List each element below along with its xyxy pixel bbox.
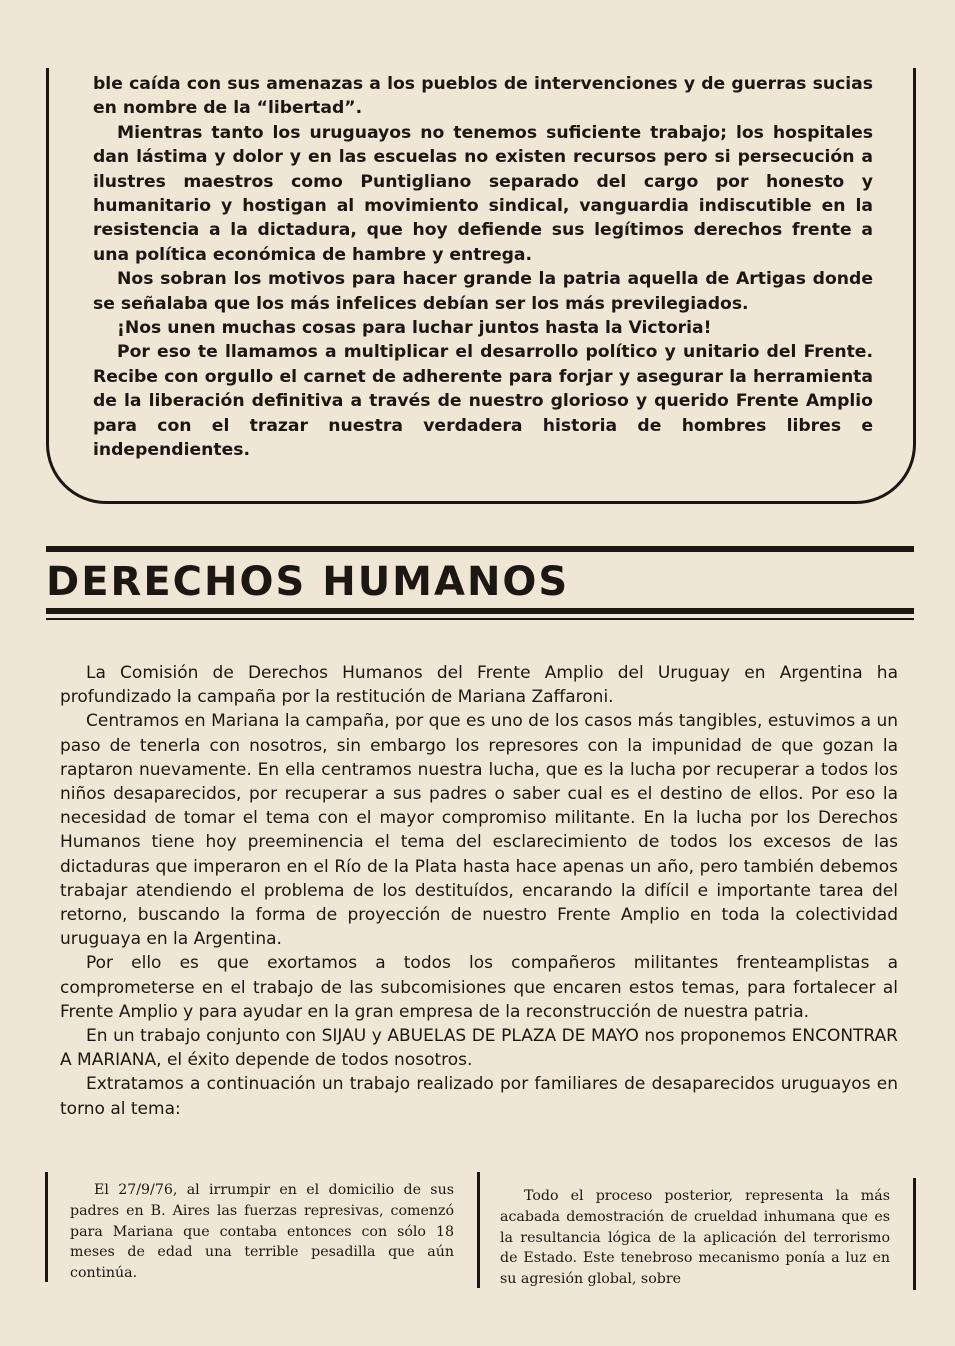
main-paragraph-2: Centramos en Mariana la campaña, por que es uno de los casos más tangibles, estuvimos a un paso de tenerla con nosotros, sin embargo los represores con la impunidad de que gozan la raptaron nuevamente. En ella centramos nuestra lucha, que es la lucha por recuperar a todos los niños desaparecidos, por recuperar a sus padres o saber cual es el destino de ellos. Por eso la necesidad de tomar el tema con el mayor compromiso militante. En la lucha por los Derechos Humanos tiene hoy preeminencia el tema del esclarecimiento de todos los excesos de las dictaduras que imperaron en el Río de la Plata hasta hace apenas un año, pero también debemos trabajar atendiendo el problema de los destituídos, encarando la difícil e importante tarea del retorno, buscando la forma de proyección de nuestro Frente Amplio en toda la colectividad uruguaya en la Argentina.: [60, 711, 898, 950]
main-paragraph-4: En un trabajo conjunto con SIJAU y ABUELAS DE PLAZA DE MAYO nos proponemos ENCONTRAR A MARIANA, el éxito depende de todos nosotros.: [60, 1026, 898, 1071]
box-text: [93, 72, 873, 463]
main-paragraph-1: La Comisión de Derechos Humanos del Frente Amplio del Uruguay en Argentina ha profundizado la campaña por la restitución de Mariana Zaffaroni.: [60, 663, 898, 708]
column-right-bar: [913, 1178, 916, 1290]
main-text: [60, 661, 898, 1121]
main-paragraph-5: Extratamos a continuación un trabajo realizado por familiares de desaparecidos uruguayos en torno al tema:: [60, 1074, 898, 1119]
column-right: [500, 1186, 890, 1290]
section-title: DERECHOS HUMANOS: [46, 559, 570, 605]
box-paragraph-3: Nos sobran los motivos para hacer grande la patria aquella de Artigas donde se señalaba que los más infelices debían ser los más previlegiados.: [93, 269, 873, 314]
box-paragraph-5: Por eso te llamamos a multiplicar el desarrollo político y unitario del Frente. Recibe con orgullo el carnet de adherente para forjar y asegurar la herramienta de la liberación definitiva a través de nuestro glorioso y querido Frente Amplio para con el trazar nuestra verdadera historia de hombres libres e independientes.: [93, 342, 873, 461]
main-paragraph-3: Por ello es que exortamos a todos los compañeros militantes frenteamplistas a comprometerse en el trabajo de las subcomisiones que encaren estos temas, para fortalecer al Frente Amplio y para ayudar en la gran empresa de la reconstrucción de nuestra patria.: [60, 953, 898, 1022]
heading-rule-bottom-thin: [46, 618, 914, 620]
heading-rule-top: [46, 546, 914, 552]
box-paragraph-1: ble caída con sus amenazas a los pueblos de intervenciones y de guerras sucias en nombre de la “libertad”.: [93, 74, 873, 119]
column-left: [70, 1180, 454, 1284]
column-left-bar: [45, 1172, 48, 1282]
column-left-text: El 27/9/76, al irrumpir en el domicilio de sus padres en B. Aires las fuerzas represivas, comenzó para Mariana que contaba entonces con sólo 18 meses de edad una terrible pesadilla que aún continúa.: [70, 1182, 454, 1282]
column-right-text: Todo el proceso posterior, representa la más acabada demostración de crueldad inhumana que es la resultancia lógica de la aplicación del terrorismo de Estado. Este tenebroso mecanismo ponía a luz en su agresión global, sobre: [500, 1188, 890, 1288]
heading-rule-bottom: [46, 608, 914, 614]
box-paragraph-4: ¡Nos unen muchas cosas para luchar juntos hasta la Victoria!: [117, 318, 712, 339]
column-divider: [477, 1172, 480, 1288]
box-paragraph-2: Mientras tanto los uruguayos no tenemos suficiente trabajo; los hospitales dan lástima y dolor y en las escuelas no existen recursos pero si persecución a ilustres maestros como Puntigliano separado del cargo por honesto y humanitario y hostigan al movimiento sindical, vanguardia indiscutible en la resistencia a la dictadura, que hoy defiende sus legítimos derechos frente a una política económica de hambre y entrega.: [93, 122, 873, 265]
